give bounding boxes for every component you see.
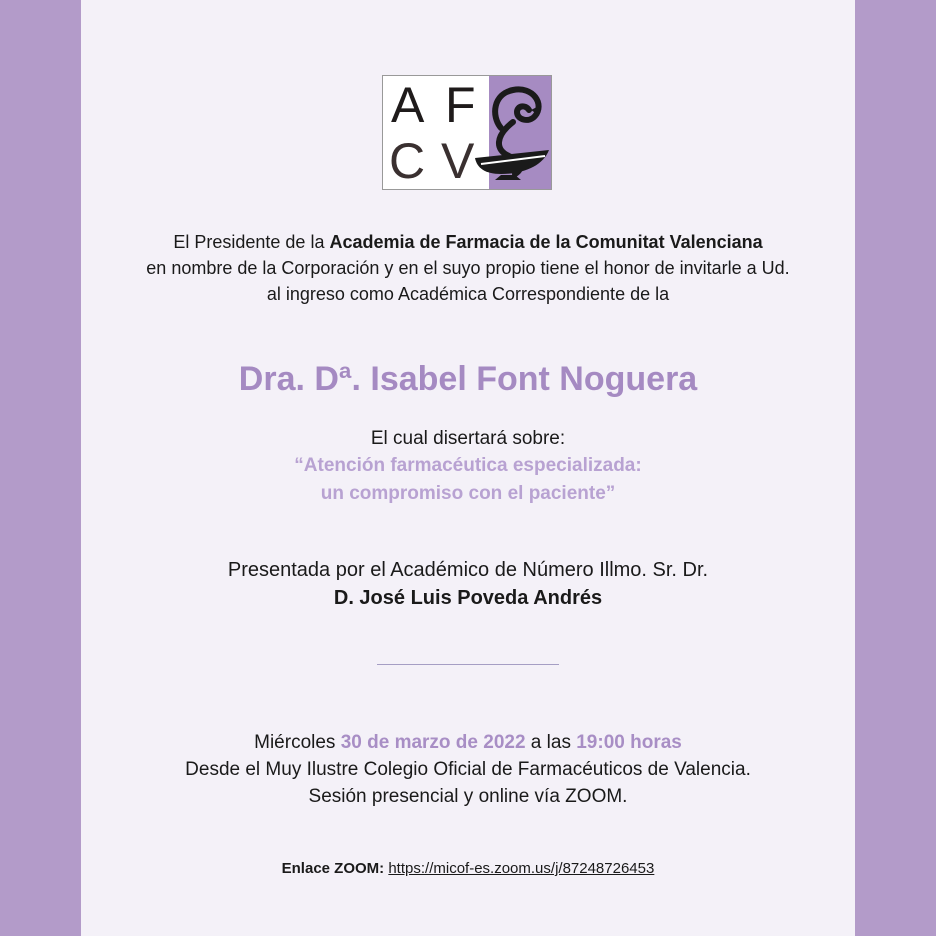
- lecture-title-line-2: un compromiso con el paciente”: [320, 483, 616, 504]
- presenter-line: Presentada por el Académico de Número Illmo. Sr. Dr.: [227, 559, 709, 581]
- event-venue: Desde el Muy Ilustre Colegio Oficial de Farmacéuticos de Valencia.: [185, 759, 751, 780]
- intro-line-1: [81, 229, 855, 255]
- zoom-label: Enlace ZOOM:: [281, 860, 385, 877]
- event-mode: Sesión presencial y online vía ZOOM.: [308, 786, 628, 807]
- event-time: 19:00 horas: [576, 732, 682, 753]
- honoree-name: Dra. Dª. Isabel Font Noguera: [238, 360, 698, 398]
- zoom-link-line: [81, 858, 855, 880]
- intro-line-2: en nombre de la Corporación y en el suyo propio tiene el honor de invitarle a Ud.: [146, 258, 790, 278]
- event-day: Miércoles: [254, 732, 341, 753]
- intro-text: [81, 229, 855, 307]
- event-date: 30 de marzo de 2022: [340, 732, 526, 753]
- event-at: a las: [525, 732, 577, 753]
- logo-letter-f: F: [445, 77, 476, 133]
- academy-name: Academia de Farmacia de la Comunitat Valenciana: [329, 232, 763, 252]
- intro-line-3: al ingreso como Académica Correspondiente de la: [266, 284, 670, 304]
- intro-prefix: El Presidente de la: [173, 232, 330, 252]
- bowl-of-hygieia-icon: [383, 76, 552, 190]
- logo-letter-a: A: [391, 77, 425, 133]
- lecture-title: [81, 452, 855, 508]
- divider: [377, 664, 559, 665]
- zoom-link[interactable]: https://micof-es.zoom.us/j/87248726453: [388, 860, 655, 877]
- presenter-block: [81, 556, 855, 612]
- afcv-logo: [382, 75, 552, 190]
- presenter-name: D. José Luis Poveda Andrés: [333, 587, 603, 609]
- lecture-title-line-1: “Atención farmacéutica especializada:: [294, 455, 642, 476]
- event-datetime: [81, 729, 855, 756]
- lecture-intro: El cual disertará sobre:: [370, 428, 566, 449]
- logo-letter-v: V: [441, 133, 475, 189]
- invitation-page: [81, 0, 855, 936]
- logo-letter-c: C: [389, 133, 426, 189]
- event-details: [81, 729, 855, 810]
